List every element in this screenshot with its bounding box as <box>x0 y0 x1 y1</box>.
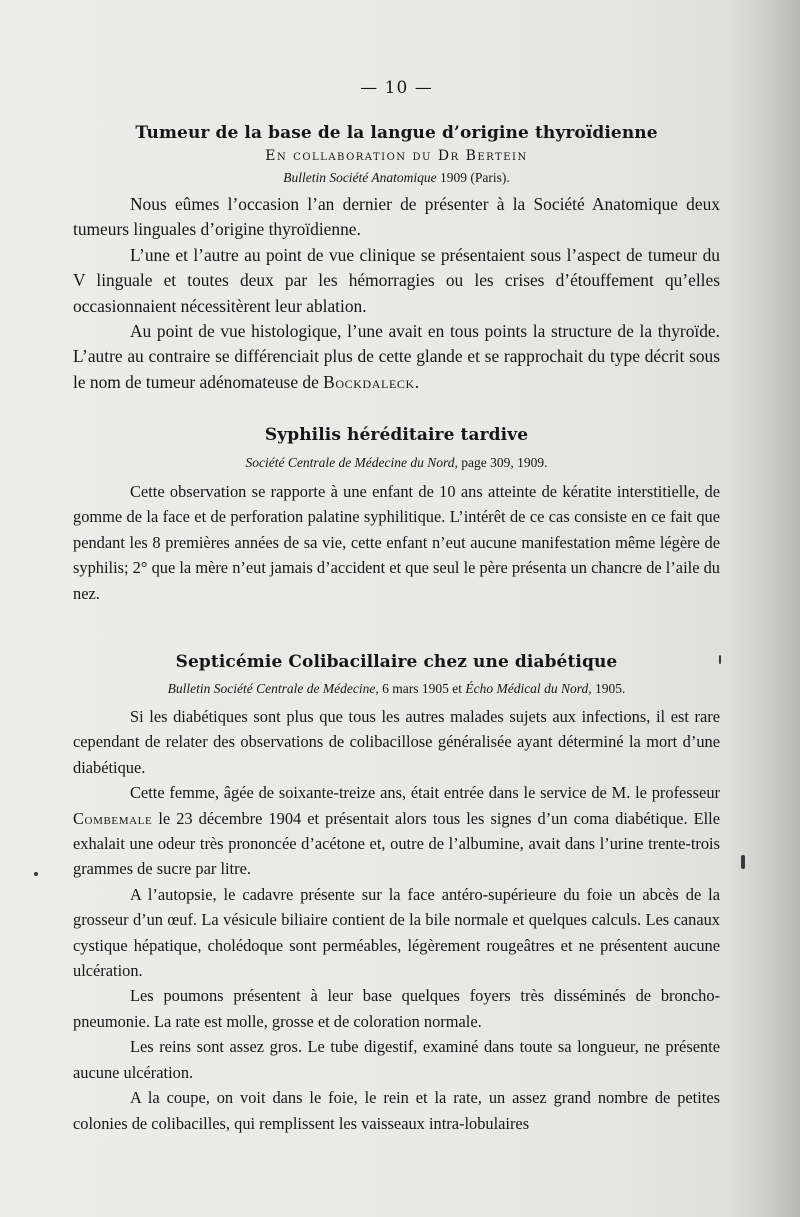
body-paragraph: Cette observation se rapporte à une enfant de 10 ans atteinte de kératite interstitielle, de gomme de la face et de perforation palatine syphilitique. L’intérêt de ce cas consiste en ce fait que pendant les 8 premières années de sa vie, cette enfant n’eut aucune manifestation même légère de syphilis; 2° que la mère n’eut jamais d’accident et que seul le père présenta un chancre de l’aile du nez. <box>73 482 720 603</box>
article-thyroid-tumor <box>73 121 720 395</box>
article-source <box>73 452 720 474</box>
article-source <box>73 167 720 189</box>
source-journal: Société Centrale de Médecine du Nord, <box>245 455 458 470</box>
ink-speck <box>741 855 745 869</box>
body-paragraph: Au point de vue histologique, l’une avait en tous points la structure de la thyroïde. L’autre au contraire se différenciait plus de cette glande et se rapprochait du type décrit sous le nom de tumeur adénomateuse de Bockdaleck. <box>73 321 720 392</box>
body-paragraph: Les reins sont assez gros. Le tube digestif, examiné dans toute sa longueur, ne présente aucune ulcération. <box>73 1037 720 1082</box>
article-title: Septicémie Colibacillaire chez une diabétique <box>175 652 618 672</box>
body-paragraph: A la coupe, on voit dans le foie, le rein et la rate, un assez grand nombre de petites colonies de colibacilles, qui remplissent les vaisseaux intra-lobulaires <box>73 1088 720 1133</box>
article-title: Syphilis héréditaire tardive <box>264 425 529 445</box>
source-details: 1909 (Paris). <box>436 170 510 185</box>
body-paragraph: Si les diabétiques sont plus que tous les autres malades sujets aux infections, il est rare cependant de relater des observations de colibacillose généralisée ayant déterminé la mort d’une diabétique. <box>73 707 720 777</box>
body-paragraph: Les poumons présentent à leur base quelques foyers très disséminés de broncho-pneumonie. La rate est molle, grosse et de coloration normale. <box>73 986 720 1031</box>
source-journal: Bulletin Société Anatomique <box>283 170 437 185</box>
article-title: Tumeur de la base de la langue d’origine thyroïdienne <box>135 123 658 143</box>
body-paragraph: L’une et l’autre au point de vue clinique se présentaient sous l’aspect de tumeur du V linguale et toutes deux par les hémorragies ou les crises d’étouffement qu’elles occasionnaient nécessitèrent leur ablation. <box>73 244 720 316</box>
author-name: Combemale <box>73 808 153 828</box>
source-details: 6 mars 1905 et <box>378 681 466 696</box>
source-details: page 309, 1909. <box>457 455 548 470</box>
author-name: Bockdaleck <box>323 371 415 392</box>
source-details-2: 1905. <box>591 681 626 696</box>
body-paragraph: A l’autopsie, le cadavre présente sur la face antéro-supérieure du foie un abcès de la grosseur d’un œuf. La vésicule biliaire contient de la bile normale et quelques calculs. Les canaux cystique hépatique, cholédoque sont perméables, légèrement rougeâtres et ne présentent aucune ulcération. <box>73 884 720 981</box>
body-paragraph: Cette femme, âgée de soixante-treize ans, était entrée dans le service de M. le professeur Combemale le 23 décembre 1904 et présentait alors tous les signes d’un coma diabétique. Elle exhalait une odeur très prononcée d’acétone et, outre de l’albumine, avait dans l’urine trente-trois grammes de sucre par litre. <box>73 783 720 879</box>
ink-speck <box>34 872 38 876</box>
article-colibacillary-septicemia <box>73 650 720 1136</box>
article-collaboration: En collaboration du Dr Bertein <box>265 148 528 164</box>
article-tardive-syphilis <box>73 423 720 606</box>
source-journal-2: Écho Médical du Nord, <box>465 681 592 696</box>
source-journal: Bulletin Société Centrale de Médecine, <box>167 681 379 696</box>
body-paragraph: Nous eûmes l’occasion l’an dernier de présenter à la Société Anatomique deux tumeurs linguales d’origine thyroïdienne. <box>73 194 720 240</box>
article-source <box>73 678 720 700</box>
page-edge-shadow <box>730 0 800 1217</box>
page-number: — 10 — <box>360 78 433 98</box>
